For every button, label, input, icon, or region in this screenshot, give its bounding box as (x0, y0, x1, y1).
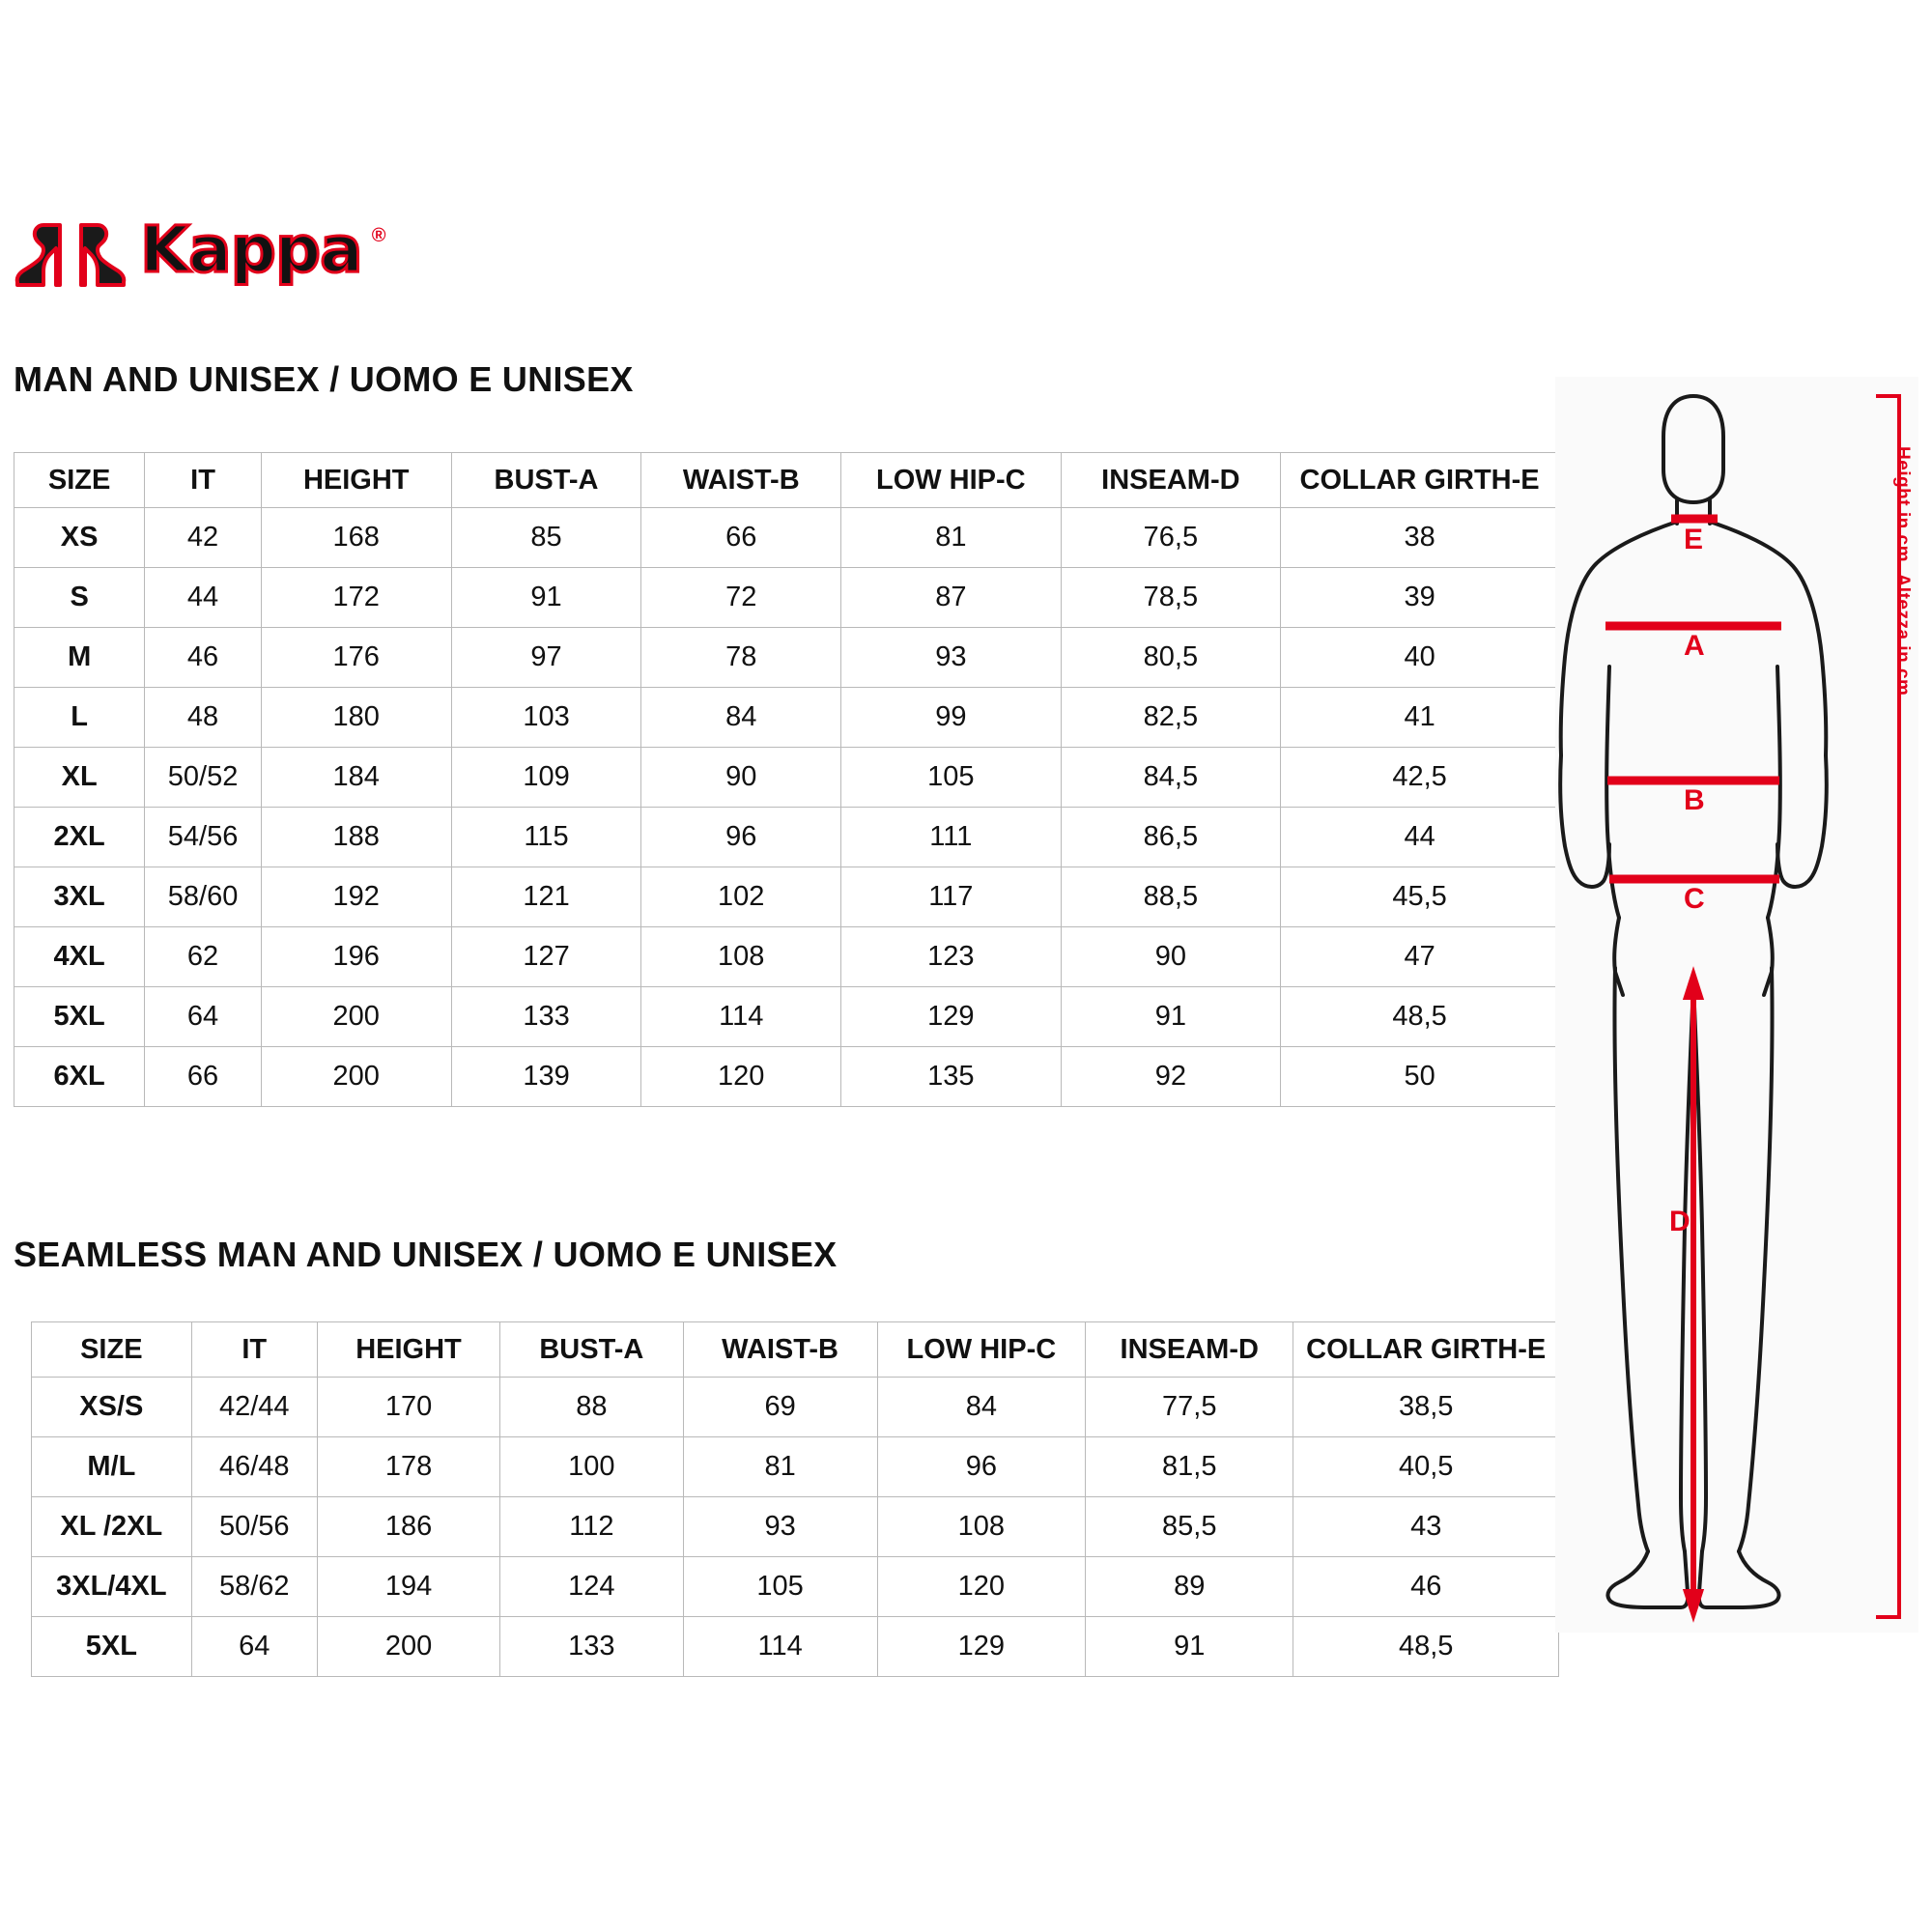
cell-inseam: 81,5 (1086, 1437, 1293, 1497)
table-row (14, 927, 1559, 987)
cell-waist: 102 (641, 867, 841, 927)
cell-size: XS (14, 508, 145, 568)
cell-size: 3XL (14, 867, 145, 927)
column-header: COLLAR GIRTH-E (1281, 453, 1559, 508)
table-row (32, 1617, 1559, 1677)
cell-low-hip: 120 (877, 1557, 1085, 1617)
cell-waist: 90 (641, 748, 841, 808)
cell-it: 44 (145, 568, 262, 628)
cell-collar-girth: 41 (1281, 688, 1559, 748)
marker-letter-e: E (1684, 524, 1704, 555)
cell-bust: 127 (451, 927, 641, 987)
cell-low-hip: 135 (841, 1047, 1062, 1107)
cell-size: XS/S (32, 1378, 192, 1437)
cell-waist: 120 (641, 1047, 841, 1107)
cell-size: S (14, 568, 145, 628)
cell-waist: 114 (683, 1617, 877, 1677)
cell-inseam: 90 (1061, 927, 1281, 987)
cell-waist: 84 (641, 688, 841, 748)
cell-size: 5XL (32, 1617, 192, 1677)
cell-waist: 66 (641, 508, 841, 568)
cell-collar-girth: 43 (1293, 1497, 1559, 1557)
marker-letter-a: A (1684, 630, 1705, 662)
brand-logo (14, 213, 386, 289)
brand-name: Kappa (140, 213, 362, 287)
registered-mark: ® (371, 225, 386, 246)
cell-collar-girth: 42,5 (1281, 748, 1559, 808)
cell-low-hip: 105 (841, 748, 1062, 808)
cell-waist: 93 (683, 1497, 877, 1557)
cell-height: 186 (317, 1497, 499, 1557)
cell-bust: 85 (451, 508, 641, 568)
cell-waist: 69 (683, 1378, 877, 1437)
table-row (32, 1557, 1559, 1617)
column-header: WAIST-B (683, 1322, 877, 1378)
cell-collar-girth: 47 (1281, 927, 1559, 987)
cell-collar-girth: 40,5 (1293, 1437, 1559, 1497)
cell-collar-girth: 38 (1281, 508, 1559, 568)
cell-inseam: 76,5 (1061, 508, 1281, 568)
table-row (14, 568, 1559, 628)
cell-collar-girth: 48,5 (1281, 987, 1559, 1047)
cell-bust: 133 (451, 987, 641, 1047)
cell-collar-girth: 48,5 (1293, 1617, 1559, 1677)
cell-inseam: 91 (1061, 987, 1281, 1047)
measurement-figure-panel (1555, 377, 1918, 1633)
cell-collar-girth: 39 (1281, 568, 1559, 628)
cell-collar-girth: 50 (1281, 1047, 1559, 1107)
table-row (32, 1497, 1559, 1557)
cell-it: 46 (145, 628, 262, 688)
column-header: COLLAR GIRTH-E (1293, 1322, 1559, 1378)
table-header-row (14, 453, 1559, 508)
cell-bust: 124 (500, 1557, 683, 1617)
cell-height: 200 (261, 987, 451, 1047)
section-title-seamless: SEAMLESS MAN AND UNISEX / UOMO E UNISEX (14, 1235, 838, 1274)
cell-height: 180 (261, 688, 451, 748)
cell-low-hip: 96 (877, 1437, 1085, 1497)
cell-bust: 133 (500, 1617, 683, 1677)
cell-it: 66 (145, 1047, 262, 1107)
cell-low-hip: 117 (841, 867, 1062, 927)
column-header: LOW HIP-C (841, 453, 1062, 508)
cell-it: 46/48 (191, 1437, 317, 1497)
cell-height: 200 (317, 1617, 499, 1677)
cell-it: 54/56 (145, 808, 262, 867)
cell-collar-girth: 40 (1281, 628, 1559, 688)
cell-bust: 109 (451, 748, 641, 808)
cell-bust: 97 (451, 628, 641, 688)
column-header: HEIGHT (261, 453, 451, 508)
table-row (14, 628, 1559, 688)
cell-inseam: 91 (1086, 1617, 1293, 1677)
cell-size: 4XL (14, 927, 145, 987)
cell-collar-girth: 38,5 (1293, 1378, 1559, 1437)
column-header: WAIST-B (641, 453, 841, 508)
table-man-unisex (14, 452, 1559, 1107)
cell-height: 168 (261, 508, 451, 568)
cell-height: 184 (261, 748, 451, 808)
cell-size: L (14, 688, 145, 748)
cell-bust: 100 (500, 1437, 683, 1497)
cell-inseam: 77,5 (1086, 1378, 1293, 1437)
cell-low-hip: 129 (877, 1617, 1085, 1677)
cell-height: 200 (261, 1047, 451, 1107)
cell-size: M/L (32, 1437, 192, 1497)
cell-it: 58/62 (191, 1557, 317, 1617)
cell-low-hip: 81 (841, 508, 1062, 568)
cell-waist: 96 (641, 808, 841, 867)
column-header: IT (191, 1322, 317, 1378)
cell-low-hip: 93 (841, 628, 1062, 688)
male-body-measurement-diagram (1555, 377, 1918, 1633)
cell-bust: 91 (451, 568, 641, 628)
cell-inseam: 82,5 (1061, 688, 1281, 748)
table-header-row (32, 1322, 1559, 1378)
table-row (14, 867, 1559, 927)
cell-height: 172 (261, 568, 451, 628)
cell-it: 62 (145, 927, 262, 987)
cell-it: 58/60 (145, 867, 262, 927)
cell-low-hip: 108 (877, 1497, 1085, 1557)
column-header: IT (145, 453, 262, 508)
cell-inseam: 86,5 (1061, 808, 1281, 867)
table-row (14, 508, 1559, 568)
cell-low-hip: 129 (841, 987, 1062, 1047)
cell-height: 176 (261, 628, 451, 688)
cell-size: 2XL (14, 808, 145, 867)
cell-collar-girth: 44 (1281, 808, 1559, 867)
cell-collar-girth: 45,5 (1281, 867, 1559, 927)
table-row (14, 808, 1559, 867)
cell-waist: 81 (683, 1437, 877, 1497)
cell-low-hip: 84 (877, 1378, 1085, 1437)
cell-height: 192 (261, 867, 451, 927)
cell-size: 3XL/4XL (32, 1557, 192, 1617)
cell-bust: 139 (451, 1047, 641, 1107)
table-row (14, 987, 1559, 1047)
table-row (32, 1437, 1559, 1497)
cell-bust: 112 (500, 1497, 683, 1557)
cell-it: 42 (145, 508, 262, 568)
cell-it: 64 (145, 987, 262, 1047)
column-header: BUST-A (500, 1322, 683, 1378)
marker-letter-b: B (1684, 784, 1705, 816)
column-header: SIZE (14, 453, 145, 508)
cell-size: M (14, 628, 145, 688)
cell-it: 48 (145, 688, 262, 748)
table-row (14, 748, 1559, 808)
table-seamless-man-unisex (31, 1321, 1559, 1677)
cell-inseam: 78,5 (1061, 568, 1281, 628)
cell-inseam: 85,5 (1086, 1497, 1293, 1557)
cell-bust: 88 (500, 1378, 683, 1437)
cell-height: 194 (317, 1557, 499, 1617)
cell-low-hip: 87 (841, 568, 1062, 628)
cell-size: 6XL (14, 1047, 145, 1107)
cell-height: 170 (317, 1378, 499, 1437)
cell-inseam: 89 (1086, 1557, 1293, 1617)
column-header: INSEAM-D (1061, 453, 1281, 508)
cell-it: 50/52 (145, 748, 262, 808)
table-row (14, 688, 1559, 748)
cell-size: 5XL (14, 987, 145, 1047)
cell-inseam: 84,5 (1061, 748, 1281, 808)
cell-bust: 103 (451, 688, 641, 748)
column-header: BUST-A (451, 453, 641, 508)
cell-size: XL (14, 748, 145, 808)
cell-bust: 121 (451, 867, 641, 927)
cell-low-hip: 111 (841, 808, 1062, 867)
cell-height: 188 (261, 808, 451, 867)
kappa-omini-logo-icon (14, 217, 127, 289)
cell-waist: 114 (641, 987, 841, 1047)
cell-it: 42/44 (191, 1378, 317, 1437)
height-axis-label: Height in cm Altezza in cm (1892, 446, 1913, 696)
table-row (14, 1047, 1559, 1107)
cell-waist: 108 (641, 927, 841, 987)
marker-letter-c: C (1684, 883, 1705, 915)
cell-low-hip: 99 (841, 688, 1062, 748)
cell-waist: 105 (683, 1557, 877, 1617)
cell-inseam: 92 (1061, 1047, 1281, 1107)
cell-low-hip: 123 (841, 927, 1062, 987)
table-row (32, 1378, 1559, 1437)
cell-height: 178 (317, 1437, 499, 1497)
column-header: LOW HIP-C (877, 1322, 1085, 1378)
cell-waist: 78 (641, 628, 841, 688)
cell-collar-girth: 46 (1293, 1557, 1559, 1617)
marker-letter-d: D (1669, 1206, 1690, 1237)
column-header: INSEAM-D (1086, 1322, 1293, 1378)
cell-waist: 72 (641, 568, 841, 628)
cell-inseam: 80,5 (1061, 628, 1281, 688)
column-header: SIZE (32, 1322, 192, 1378)
section-title-man: MAN AND UNISEX / UOMO E UNISEX (14, 359, 634, 399)
cell-height: 196 (261, 927, 451, 987)
cell-size: XL /2XL (32, 1497, 192, 1557)
cell-it: 64 (191, 1617, 317, 1677)
cell-it: 50/56 (191, 1497, 317, 1557)
cell-inseam: 88,5 (1061, 867, 1281, 927)
cell-bust: 115 (451, 808, 641, 867)
column-header: HEIGHT (317, 1322, 499, 1378)
